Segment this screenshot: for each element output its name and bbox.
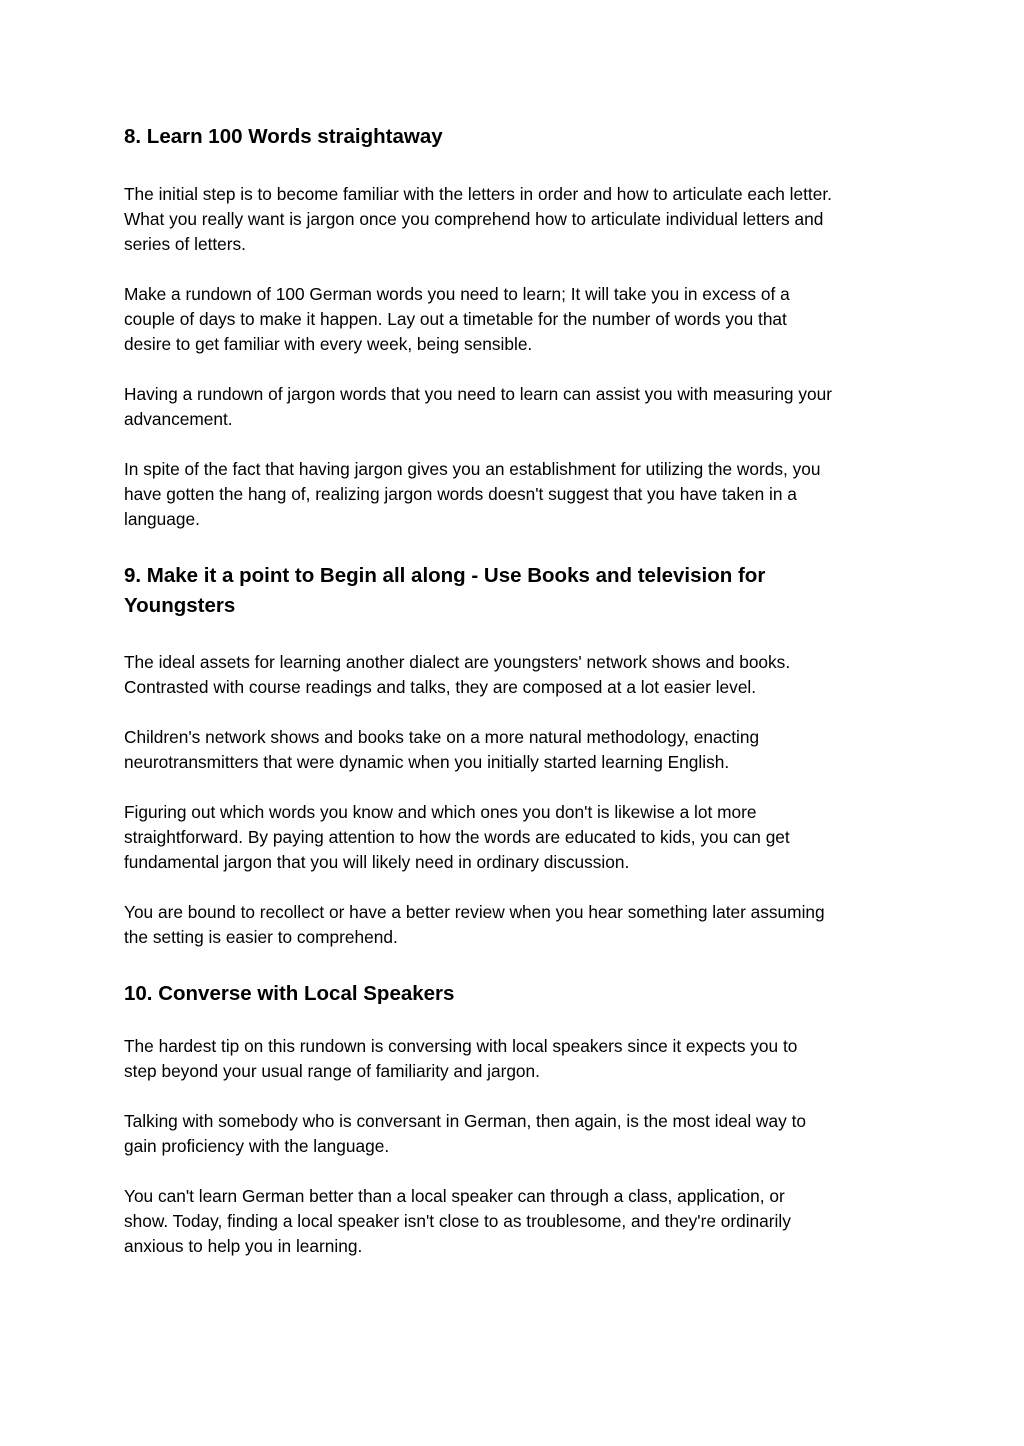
section-9-paragraph-2: Children's network shows and books take on a more natural methodology, enacting neurotransmitters that were dynamic when you initially started learning English. bbox=[124, 727, 760, 772]
section-9-paragraph-4: You are bound to recollect or have a better review when you hear something later assuming the setting is easier to comprehend. bbox=[124, 902, 825, 947]
section-9-paragraph-1: The ideal assets for learning another dialect are youngsters' network shows and books. Contrasted with course readings and talks, they are composed at a lot easier level. bbox=[124, 652, 791, 697]
section-8-paragraph-2: Make a rundown of 100 German words you need to learn; It will take you in excess of a couple of days to make it happen. Lay out a timetable for the number of words you that desire to get familiar with every week, being sensible. bbox=[124, 284, 790, 354]
section-8-paragraph-3: Having a rundown of jargon words that you need to learn can assist you with measuring your advancement. bbox=[124, 384, 832, 429]
section-8-heading: 8. Learn 100 Words straightaway bbox=[124, 125, 443, 148]
section-9-paragraph-3: Figuring out which words you know and which ones you don't is likewise a lot more straightforward. By paying attention to how the words are educated to kids, you can get fundamental jargon that you will likely need in ordinary discussion. bbox=[124, 802, 790, 872]
section-10-paragraph-3: You can't learn German better than a local speaker can through a class, application, or show. Today, finding a local speaker isn't close to as troublesome, and they're ordinarily anxious to help you in learning. bbox=[124, 1186, 791, 1256]
section-10-paragraph-2: Talking with somebody who is conversant in German, then again, is the most ideal way to gain proficiency with the language. bbox=[124, 1111, 806, 1156]
section-10-paragraph-1: The hardest tip on this rundown is conversing with local speakers since it expects you to step beyond your usual range of familiarity and jargon. bbox=[124, 1036, 798, 1081]
section-10-heading: 10. Converse with Local Speakers bbox=[124, 982, 455, 1005]
section-8-paragraph-4: In spite of the fact that having jargon gives you an establishment for utilizing the words, you have gotten the hang of, realizing jargon words doesn't suggest that you have taken in a language. bbox=[124, 459, 821, 529]
section-9-heading: 9. Make it a point to Begin all along - Use Books and television for Youngsters bbox=[124, 564, 766, 617]
section-8-paragraph-1: The initial step is to become familiar with the letters in order and how to articulate each letter. What you really want is jargon once you comprehend how to articulate individual letters and series of letters. bbox=[124, 184, 832, 254]
